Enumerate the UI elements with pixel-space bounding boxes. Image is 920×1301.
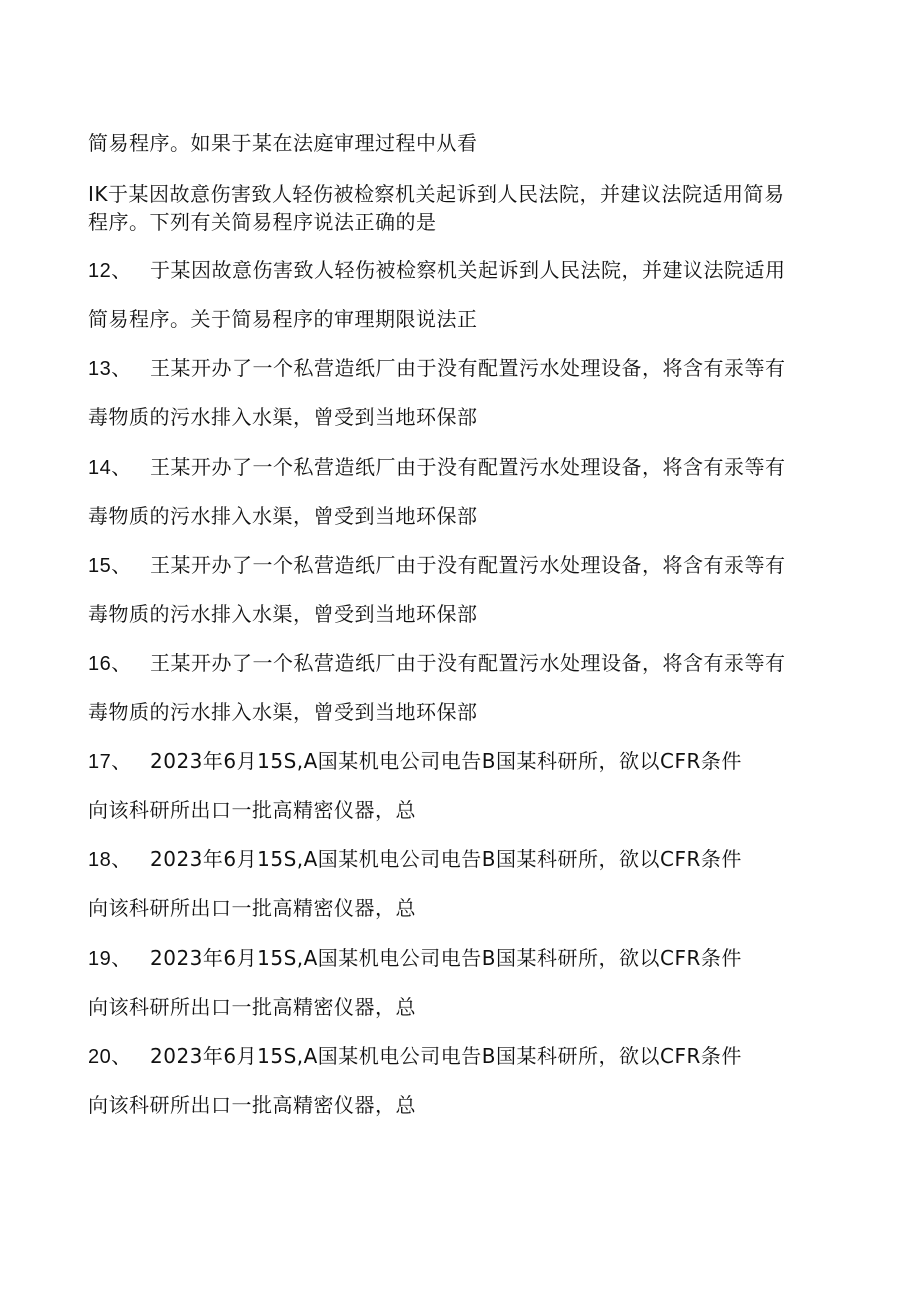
item-12 — [88, 258, 786, 283]
item-text: 王某开办了一个私营造纸厂由于没有配置污水处理设备，将含有汞等有 — [150, 455, 786, 479]
item-text: 王某开办了一个私营造纸厂由于没有配置污水处理设备，将含有汞等有 — [150, 651, 786, 675]
item-16-continuation: 毒物质的污水排入水渠，曾受到当地环保部 — [88, 700, 478, 724]
intro-line-1: 简易程序。如果于某在法庭审理过程中从看 — [88, 131, 478, 155]
intro-line-2: IK于某因故意伤害致人轻伤被检察机关起诉到人民法院，并建议法院适用简易 — [88, 182, 785, 206]
item-13 — [88, 356, 786, 381]
item-number: 13、 — [88, 358, 132, 380]
item-13-continuation: 毒物质的污水排入水渠，曾受到当地环保部 — [88, 405, 478, 429]
item-14-continuation: 毒物质的污水排入水渠，曾受到当地环保部 — [88, 504, 478, 528]
item-15-continuation: 毒物质的污水排入水渠，曾受到当地环保部 — [88, 602, 478, 626]
item-17-continuation: 向该科研所出口一批高精密仪器，总 — [88, 798, 416, 822]
item-text: 2023年6月15S,A国某机电公司电告B国某科研所，欲以CFR条件 — [150, 1044, 742, 1068]
item-17 — [88, 749, 742, 774]
item-text: 2023年6月15S,A国某机电公司电告B国某科研所，欲以CFR条件 — [150, 946, 742, 970]
item-text: 王某开办了一个私营造纸厂由于没有配置污水处理设备，将含有汞等有 — [150, 356, 786, 380]
item-19-continuation: 向该科研所出口一批高精密仪器，总 — [88, 995, 416, 1019]
item-18 — [88, 847, 742, 872]
item-number: 17、 — [88, 751, 132, 773]
item-12-continuation: 简易程序。关于简易程序的审理期限说法正 — [88, 307, 478, 331]
item-14 — [88, 455, 786, 480]
item-number: 12、 — [88, 260, 132, 282]
item-text: 王某开办了一个私营造纸厂由于没有配置污水处理设备，将含有汞等有 — [150, 553, 786, 577]
item-20-continuation: 向该科研所出口一批高精密仪器，总 — [88, 1093, 416, 1117]
item-16 — [88, 651, 786, 676]
item-number: 19、 — [88, 948, 132, 970]
item-text: 于某因故意伤害致人轻伤被检察机关起诉到人民法院，并建议法院适用 — [150, 258, 786, 282]
item-number: 15、 — [88, 555, 132, 577]
item-number: 20、 — [88, 1046, 132, 1068]
item-number: 14、 — [88, 457, 132, 479]
item-text: 2023年6月15S,A国某机电公司电告B国某科研所，欲以CFR条件 — [150, 749, 742, 773]
item-19 — [88, 946, 742, 971]
item-text: 2023年6月15S,A国某机电公司电告B国某科研所，欲以CFR条件 — [150, 847, 742, 871]
item-20 — [88, 1044, 742, 1069]
intro-line-3: 程序。下列有关简易程序说法正确的是 — [88, 210, 437, 234]
item-number: 18、 — [88, 849, 132, 871]
item-15 — [88, 553, 786, 578]
item-number: 16、 — [88, 653, 132, 675]
item-18-continuation: 向该科研所出口一批高精密仪器，总 — [88, 896, 416, 920]
